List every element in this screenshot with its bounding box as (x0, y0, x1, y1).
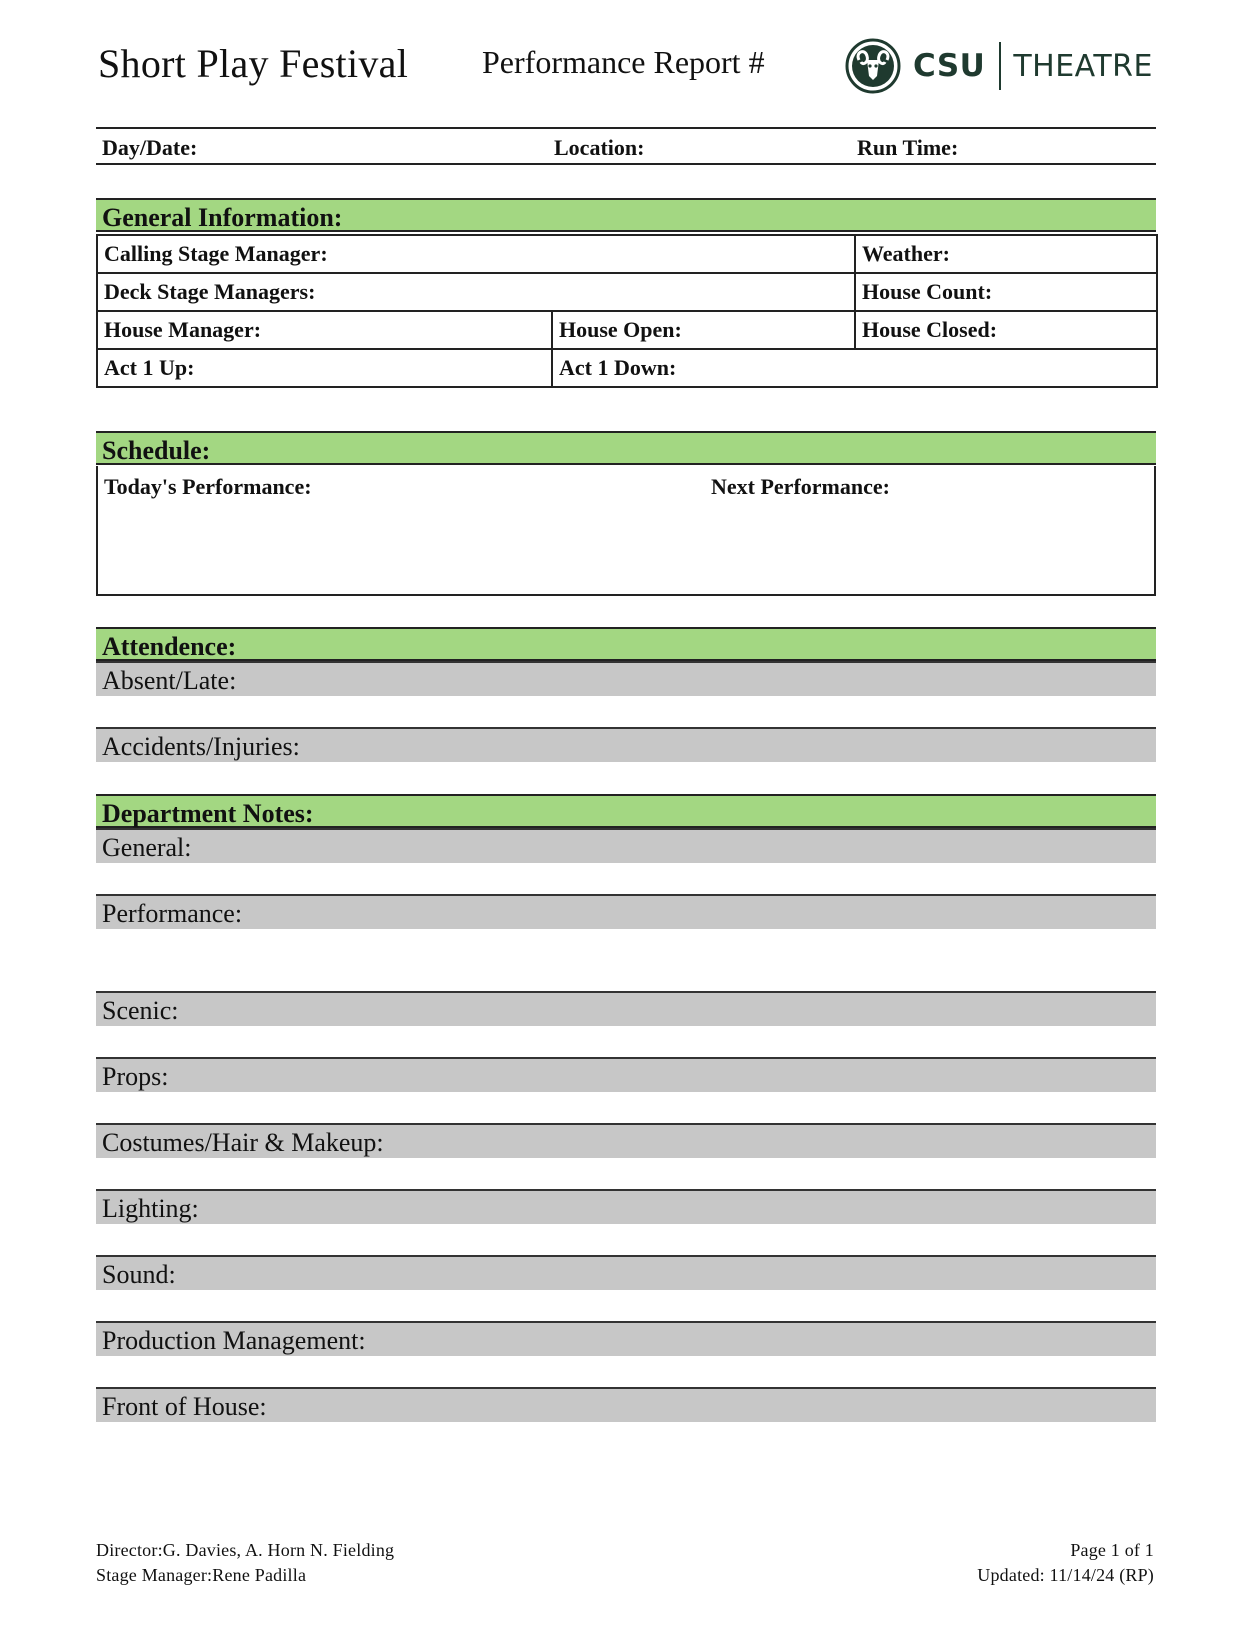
sound-notes-row[interactable] (96, 1255, 1156, 1290)
lighting-notes-label: Lighting: (102, 1194, 199, 1223)
props-notes-row[interactable] (96, 1057, 1156, 1092)
scenic-notes-label: Scenic: (102, 996, 179, 1025)
csu-theatre-logo (845, 38, 1153, 94)
todays-performance-label: Today's Performance: (104, 474, 312, 499)
props-notes-label: Props: (102, 1062, 169, 1091)
schedule-heading-text: Schedule: (102, 436, 211, 465)
front-of-house-notes-row[interactable] (96, 1387, 1156, 1422)
scenic-notes-row[interactable] (96, 991, 1156, 1026)
schedule-heading (96, 431, 1156, 465)
front-of-house-notes-label: Front of House: (102, 1392, 267, 1421)
deck-stage-managers-field[interactable]: Deck Stage Managers: (97, 273, 855, 311)
stage-manager-credit: Stage Manager:Rene Padilla (96, 1565, 307, 1585)
performance-notes-row[interactable] (96, 894, 1156, 929)
costumes-notes-label: Costumes/Hair & Makeup: (102, 1128, 384, 1157)
schedule-box[interactable] (96, 466, 1156, 596)
production-management-notes-row[interactable] (96, 1321, 1156, 1356)
house-count-field[interactable]: House Count: (855, 273, 1157, 311)
absent-late-label: Absent/Late: (102, 666, 237, 695)
attendance-heading (96, 627, 1156, 661)
house-manager-field[interactable]: House Manager: (97, 311, 552, 349)
day-date-label: Day/Date: (102, 135, 198, 160)
house-closed-field[interactable]: House Closed: (855, 311, 1157, 349)
festival-title: Short Play Festival (98, 41, 409, 86)
production-management-notes-label: Production Management: (102, 1326, 366, 1355)
performance-notes-label: Performance: (102, 899, 243, 928)
general-info-heading (96, 198, 1156, 232)
department-notes-heading-text: Department Notes: (102, 799, 314, 828)
costumes-notes-row[interactable] (96, 1123, 1156, 1158)
department-notes-heading (96, 794, 1156, 828)
act1-down-field[interactable]: Act 1 Down: (552, 349, 1157, 387)
general-notes-row[interactable] (96, 828, 1156, 863)
lighting-notes-row[interactable] (96, 1189, 1156, 1224)
info-row (96, 127, 1156, 165)
logo-csu-text: CSU (913, 48, 986, 84)
attendance-heading-text: Attendence: (102, 632, 237, 661)
accidents-injuries-row[interactable] (96, 727, 1156, 762)
director-credit: Director:G. Davies, A. Horn N. Fielding (96, 1540, 395, 1560)
absent-late-row[interactable] (96, 661, 1156, 696)
report-title: Performance Report # (482, 44, 765, 80)
page-number: Page 1 of 1 (1070, 1540, 1154, 1560)
act1-up-field[interactable]: Act 1 Up: (97, 349, 552, 387)
logo-theatre-text: THEATRE (1013, 48, 1153, 84)
location-label: Location: (554, 135, 645, 160)
house-open-field[interactable]: House Open: (552, 311, 855, 349)
accidents-injuries-label: Accidents/Injuries: (102, 732, 300, 761)
general-notes-label: General: (102, 833, 192, 862)
weather-field[interactable]: Weather: (855, 235, 1157, 273)
calling-stage-manager-field[interactable]: Calling Stage Manager: (97, 235, 855, 273)
logo-divider (999, 42, 1001, 90)
sound-notes-label: Sound: (102, 1260, 176, 1289)
general-info-heading-text: General Information: (102, 203, 343, 232)
general-info-table (96, 234, 1158, 388)
ram-seal-icon (845, 38, 901, 94)
updated-date: Updated: 11/14/24 (RP) (977, 1565, 1154, 1585)
run-time-label: Run Time: (857, 135, 959, 160)
next-performance-label: Next Performance: (711, 474, 890, 499)
